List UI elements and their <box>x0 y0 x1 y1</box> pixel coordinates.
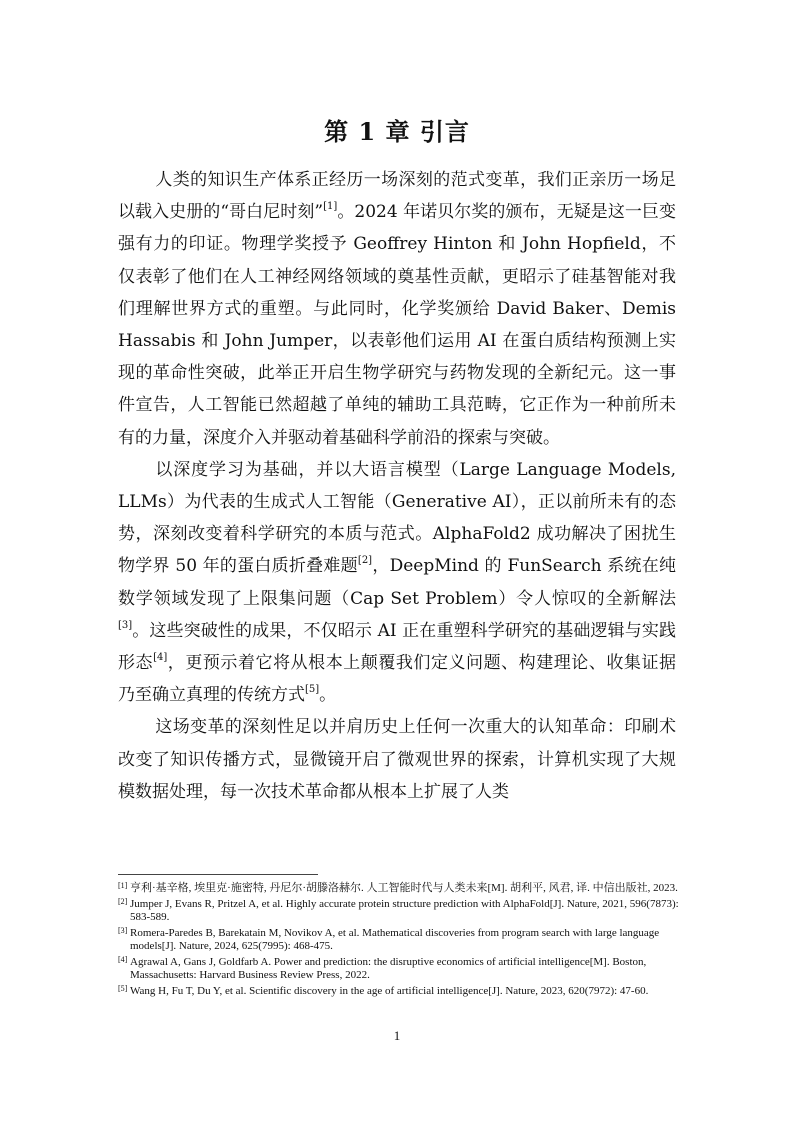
citation-ref-1[interactable]: [1] <box>323 201 338 213</box>
paragraph-text: ，DeepMind 的 FunSearch 系统在纯数学领域发现了上限集问题（Cap Set Problem）令人惊叹的全新解法 <box>118 556 676 609</box>
footnotes <box>118 882 684 1000</box>
footnote-number: [3] <box>118 925 128 935</box>
footnote-3 <box>118 927 684 954</box>
paragraph-text: 人类的知识生产体系正经历一场深刻的范式变革，我们正亲历一场足以载入史册的“哥白尼时刻” <box>118 170 676 223</box>
body-text <box>118 164 676 808</box>
paragraph-text: 以深度学习为基础，并以大语言模型（Large Language Models, LLMs）为代表的生成式人工智能（Generative AI），正以前所未有的态势，深刻改变着科学研究的本质与范式。AlphaFold2 成功解决了困扰生物学界 50 年的蛋白质折叠难题 <box>118 459 676 577</box>
footnote-number: [4] <box>118 954 128 964</box>
paragraph-1 <box>118 164 676 454</box>
chapter-title: 第 1 章 引言 <box>324 117 470 146</box>
footnote-1 <box>118 882 684 896</box>
paragraph-3 <box>118 711 676 808</box>
footnote-number: [2] <box>118 896 128 906</box>
footnote-5 <box>118 985 684 999</box>
paragraph-text: 。 <box>319 685 337 706</box>
paragraph-2 <box>118 454 676 712</box>
page-number: 1 <box>393 1028 401 1043</box>
footnote-text: Romera-Paredes B, Barekatain M, Novikov A, et al. Mathematical discoveries from program search with large language models[J]. Nature, 2024, 625(7995): 468-475. <box>130 926 660 952</box>
footnote-4 <box>118 956 684 983</box>
footnote-divider <box>118 874 318 875</box>
footnote-number: [5] <box>118 983 128 993</box>
footnote-number: [1] <box>118 881 128 890</box>
paragraph-text: 。这些突破性的成果，不仅昭示 AI 正在重塑科学研究的基础逻辑与实践形态 <box>118 620 676 674</box>
citation-ref-4[interactable]: [4] <box>153 652 168 664</box>
paragraph-text: 。2024 年诺贝尔奖的颁布，无疑是这一巨变强有力的印证。物理学奖授予 Geoffrey Hinton 和 John Hopfield，不仅表彰了他们在人工神经网络领域的奠基性贡献，更昭示了硅基智能对我们理解世界方式的重塑。与此同时，化学奖颁给 David Baker、Demis Hassabis 和 John Jumper，以表彰他们运用 AI 在蛋白质结构预测上实现的革命性突破，此举正开启生物学研究与药物发现的全新纪元。这一事件宣告，人工智能已然超越了单纯的辅助工具范畴，它正作为一种前所未有的力量，深度介入并驱动着基础科学前沿的探索与突破。 <box>118 202 676 448</box>
citation-ref-3[interactable]: [3] <box>118 619 133 631</box>
footnote-text: Agrawal A, Gans J, Goldfarb A. Power and prediction: the disruptive economics of artificial intelligence[M]. Boston, Massachusetts: Harvard Business Review Press, 2022. <box>130 955 647 981</box>
citation-ref-5[interactable]: [5] <box>305 684 320 696</box>
footnote-text: Jumper J, Evans R, Pritzel A, et al. Highly accurate protein structure prediction with AlphaFold[J]. Nature, 2021, 596(7873): 583-589. <box>130 897 679 923</box>
footnote-2 <box>118 898 684 925</box>
footnote-text: 亨利·基辛格, 埃里克·施密特, 丹尼尔·胡滕洛赫尔. 人工智能时代与人类未来[M]. 胡利平, 风君, 译. 中信出版社, 2023. <box>130 882 678 894</box>
footnote-text: Wang H, Fu T, Du Y, et al. Scientific discovery in the age of artificial intelligence[J]. Nature, 2023, 620(7972): 47-60. <box>130 984 649 997</box>
citation-ref-2[interactable]: [2] <box>357 555 373 567</box>
paragraph-text: ，更预示着它将从根本上颠覆我们定义问题、构建理论、收集证据乃至确立真理的传统方式 <box>118 653 677 706</box>
paragraph-text: 这场变革的深刻性足以并肩历史上任何一次重大的认知革命：印刷术改变了知识传播方式，显微镜开启了微观世界的探索，计算机实现了大规模数据处理，每一次技术革命都从根本上扩展了人类 <box>118 717 676 802</box>
